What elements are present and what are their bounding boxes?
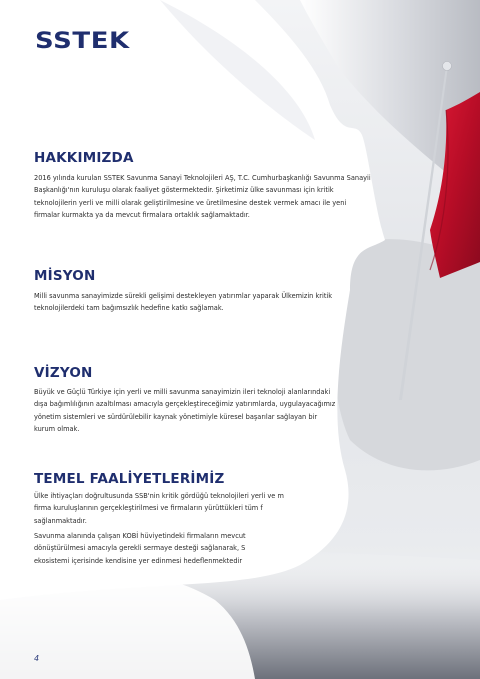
paragraph-temel-2 — [34, 530, 294, 567]
paragraph-line: Ülke ihtiyaçları doğrultusunda SSB'nin kritik gördüğü teknolojileri yerli ve m — [34, 492, 284, 500]
paragraph-line: teknolojilerin yerli ve milli olarak geliştirilmesine ve üretilmesine destek vermek amacı ile yeni — [34, 198, 347, 207]
paragraph-line: dışa bağımlılığının azaltılması amacıyla gerçekleştireceğimiz yatırımlarda, uygulayacağımız — [34, 400, 336, 409]
paragraph-line: sağlanmaktadır. — [34, 516, 87, 525]
paragraph-line: Büyük ve Güçlü Türkiye için yerli ve milli savunma sanayimizin ileri teknoloji alanlarındaki — [34, 388, 331, 396]
page-number: 4 — [34, 654, 40, 663]
section-title-vizyon: VİZYON — [34, 365, 93, 381]
paragraph-vizyon — [34, 386, 374, 435]
paragraph-line: kurum olmak. — [34, 424, 80, 433]
paragraph-line: Milli savunma sanayimizde sürekli gelişimi destekleyen yatırımlar yaparak Ülkemizin kritik — [34, 292, 333, 300]
paragraph-line: 2016 yılında kurulan SSTEK Savunma Sanayi Teknolojileri AŞ, T.C. Cumhurbaşkanlığı Savunma Sanayii — [34, 174, 371, 182]
paragraph-line: firmalar kurmakta ya da mevcut firmalara ortaklık sağlamaktadır. — [34, 210, 250, 219]
paragraph-line: teknolojilerdeki tam bağımsızlık hedefine katkı sağlamak. — [34, 304, 224, 313]
paragraph-misyon — [34, 290, 374, 315]
paragraph-line: dönüştürülmesi amacıyla gerekli sermaye desteği sağlanarak, S — [34, 544, 246, 553]
section-title-temel-faaliyetler: TEMEL FAALİYETLERİMİZ — [34, 471, 225, 487]
paragraph-line: Savunma alanında çalışan KOBİ hüviyetindeki firmaların mevcut — [34, 532, 246, 540]
paragraph-temel-1 — [34, 490, 294, 527]
paragraph-line: Başkanlığı'nın kuruluşu olarak faaliyet göstermektedir. Şirketimiz ülke savunması için kritik — [34, 186, 334, 195]
paragraph-line: ekosistemi içerisinde kendisine yer edinmesi hedeflenmektedir — [34, 556, 243, 565]
paragraph-line: yönetim sistemleri ve sürdürülebilir kaynak yönetimiyle küresel başarılar sağlayan bir — [34, 412, 318, 421]
section-title-misyon: MİSYON — [34, 268, 96, 284]
section-title-hakkimizda: HAKKIMIZDA — [34, 150, 134, 166]
paragraph-line: firma kuruluşlarının gerçekleştirilmesi ve firmaların yürüttükleri tüm f — [34, 504, 263, 513]
paragraph-hakkimizda — [34, 172, 374, 221]
sstek-logo: SSTEK — [35, 29, 130, 54]
